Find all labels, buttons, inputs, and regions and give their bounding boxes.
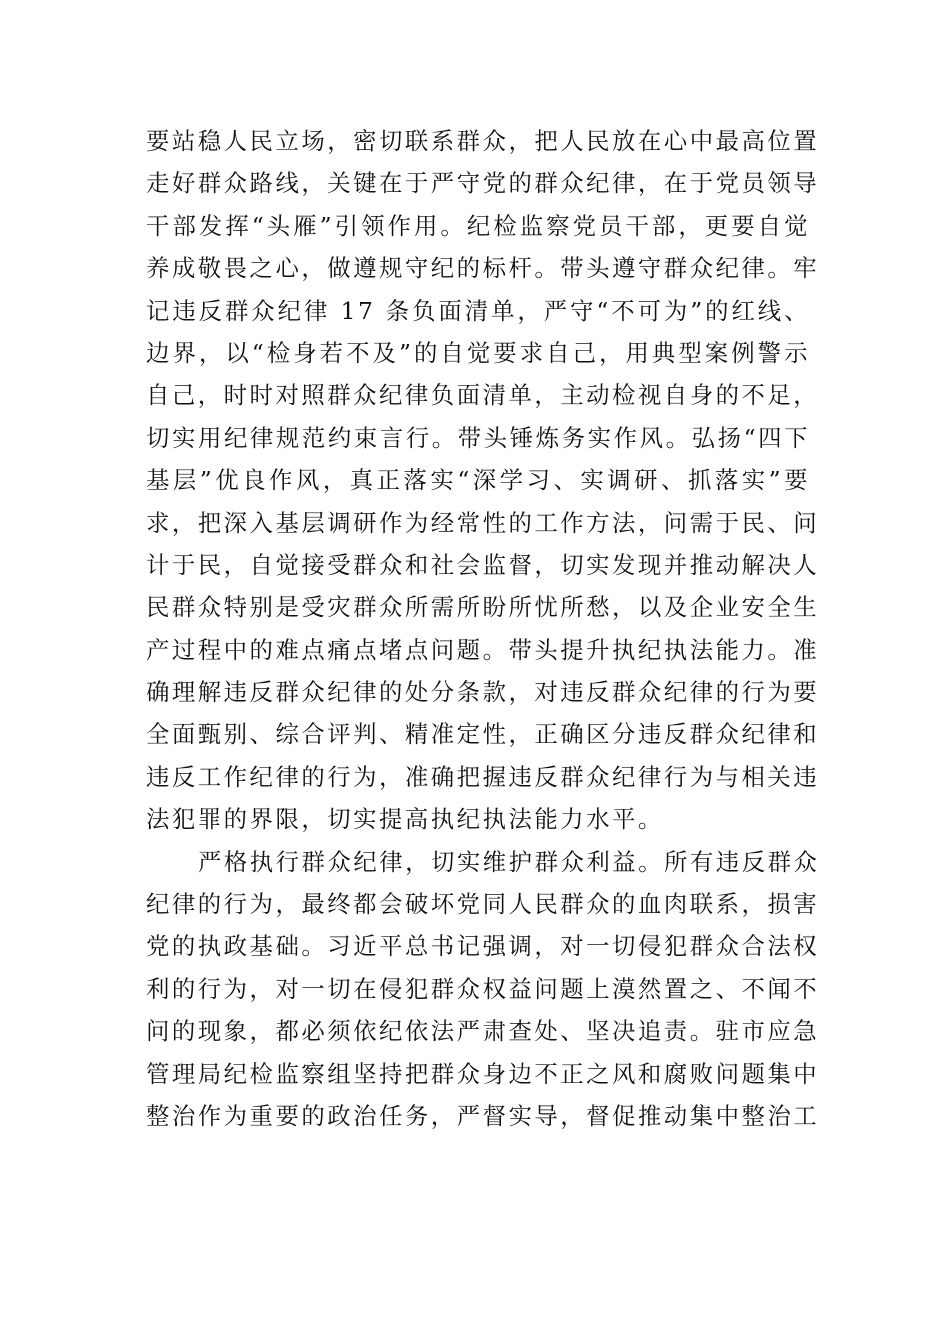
text-line: 纪律的行为，最终都会破坏党同人民群众的血肉联系，损害 [146,890,820,919]
text-line: 记违反群众纪律 17 条负面清单，严守“不可为”的红线、 [146,296,810,325]
text-line: 严格执行群众纪律，切实维护群众利益。所有违反群众 [198,847,820,876]
text-line: 利的行为，对一切在侵犯群众权益问题上漠然置之、不闻不 [146,974,820,1003]
text-line: 自己，时时对照群众纪律负面清单，主动检视自身的不足， [146,381,820,410]
text-line: 整治作为重要的政治任务，严督实导，督促推动集中整治工 [146,1101,820,1130]
text-line: 确理解违反群众纪律的处分条款，对违反群众纪律的行为要 [146,678,820,707]
text-line: 违反工作纪律的行为，准确把握违反群众纪律行为与相关违 [146,762,820,791]
text-line: 问的现象，都必须依纪依法严肃查处、坚决追责。驻市应急 [146,1017,820,1046]
document-body [146,120,820,1137]
text-line: 管理局纪检监察组坚持把群众身边不正之风和腐败问题集中 [146,1059,820,1088]
text-line: 计于民，自觉接受群众和社会监督，切实发现并推动解决人 [146,550,820,579]
text-line: 边界，以“检身若不及”的自觉要求自己，用典型案例警示 [146,338,810,367]
text-line: 切实用纪律规范约束言行。带头锤炼务实作风。弘扬“四下 [146,423,810,452]
text-line: 基层”优良作风，真正落实“深学习、实调研、抓落实”要 [146,466,810,495]
text-line: 民群众特别是受灾群众所需所盼所忧所愁，以及企业安全生 [146,593,820,622]
text-line: 要站稳人民立场，密切联系群众，把人民放在心中最高位置 [146,127,820,155]
text-line: 法犯罪的界限，切实提高执纪执法能力水平。 [146,805,664,834]
text-line: 全面甄别、综合评判、精准定性，正确区分违反群众纪律和 [146,720,820,749]
text-line: 走好群众路线，关键在于严守党的群众纪律，在于党员领导 [146,169,820,198]
text-line: 干部发挥“头雁”引领作用。纪检监察党员干部，更要自觉 [146,211,810,240]
text-line: 党的执政基础。习近平总书记强调，对一切侵犯群众合法权 [146,932,820,961]
text-line: 产过程中的难点痛点堵点问题。带头提升执纪执法能力。准 [146,635,820,664]
text-line: 养成敬畏之心，做遵规守纪的标杆。带头遵守群众纪律。牢 [146,254,820,283]
text-line: 求，把深入基层调研作为经常性的工作方法，问需于民、问 [146,508,820,537]
